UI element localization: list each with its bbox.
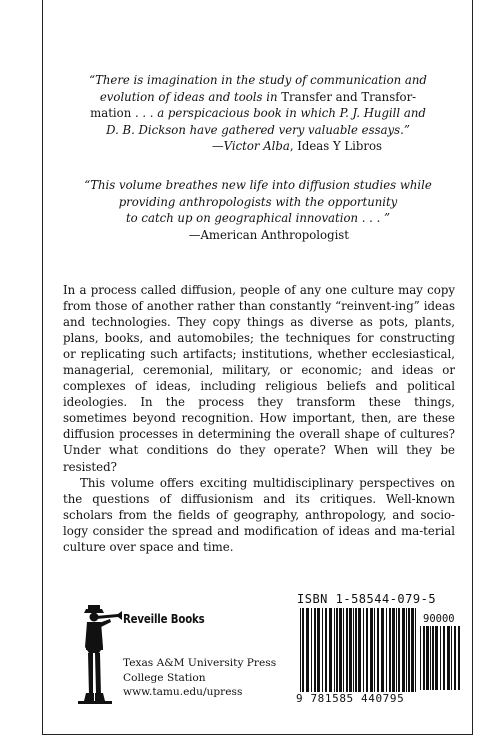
price-code: 90000 bbox=[423, 613, 455, 625]
quote-line: . . . a perspicacious book in which P. J. Hugill and bbox=[131, 106, 426, 121]
publisher-url: www.tamu.edu/upress bbox=[123, 686, 243, 698]
imprint-name: Reveille Books bbox=[123, 612, 205, 626]
book-description bbox=[63, 282, 455, 555]
ean-number: 9 781585 440795 bbox=[296, 692, 405, 705]
description-paragraph: In a process called diffusion, people of any one culture may copy from those of another rather than constantly “reinvent-ing” ideas and technologies. They copy things as diverse as pots, plants, plans, books, and automobiles; the techniques for constructing or replicating such artifacts; institutions, whether ecclesiastical, managerial, ceremonial, military, or economic; and ideas or complexes of ideas, including religious beliefs and political ideologies. In the process they transform these things, sometimes beyond recognition. How important, then, are these diffusion processes in determining the overall shape of cultures? Under what conditions do they operate? When will they be resisted? bbox=[63, 283, 455, 474]
addon-barcode bbox=[420, 626, 460, 690]
quote-line: “This volume breathes new life into diffusion studies while bbox=[84, 178, 432, 192]
review-quote-1 bbox=[62, 72, 454, 155]
quote-line: “There is imagination in the study of communication and bbox=[89, 73, 427, 87]
review-quote-2 bbox=[62, 177, 454, 243]
publisher-city: College Station bbox=[123, 671, 206, 684]
quote-line: providing anthropologists with the opportunity bbox=[118, 194, 398, 209]
quote-author: —Victor Alba bbox=[211, 139, 290, 154]
book-title: mation bbox=[90, 106, 132, 121]
quote-line: to catch up on geographical innovation . . . ” bbox=[125, 211, 390, 226]
ean-barcode bbox=[300, 608, 418, 692]
publisher-info bbox=[123, 656, 276, 700]
book-title: Transfer and Transfor- bbox=[281, 89, 417, 104]
isbn-text: ISBN 1-58544-079-5 bbox=[297, 592, 437, 606]
description-paragraph: This volume offers exciting multidisciplinary perspectives on the questions of diffusionism and its critiques. Well-known scholars from the fields of geography, anthropology, and socio-logy consider the spread and modification of ideas and ma-terial culture over space and time. bbox=[63, 475, 455, 554]
quote-line: evolution of ideas and tools in bbox=[99, 89, 282, 104]
quote-source: , Ideas Y Libros bbox=[289, 139, 382, 154]
quote-line: D. B. Dickson have gathered very valuable essays.” bbox=[106, 122, 410, 137]
quote-attribution bbox=[62, 138, 454, 155]
quote-source: —American Anthropologist bbox=[188, 227, 349, 242]
publisher-name: Texas A&M University Press bbox=[123, 657, 277, 669]
